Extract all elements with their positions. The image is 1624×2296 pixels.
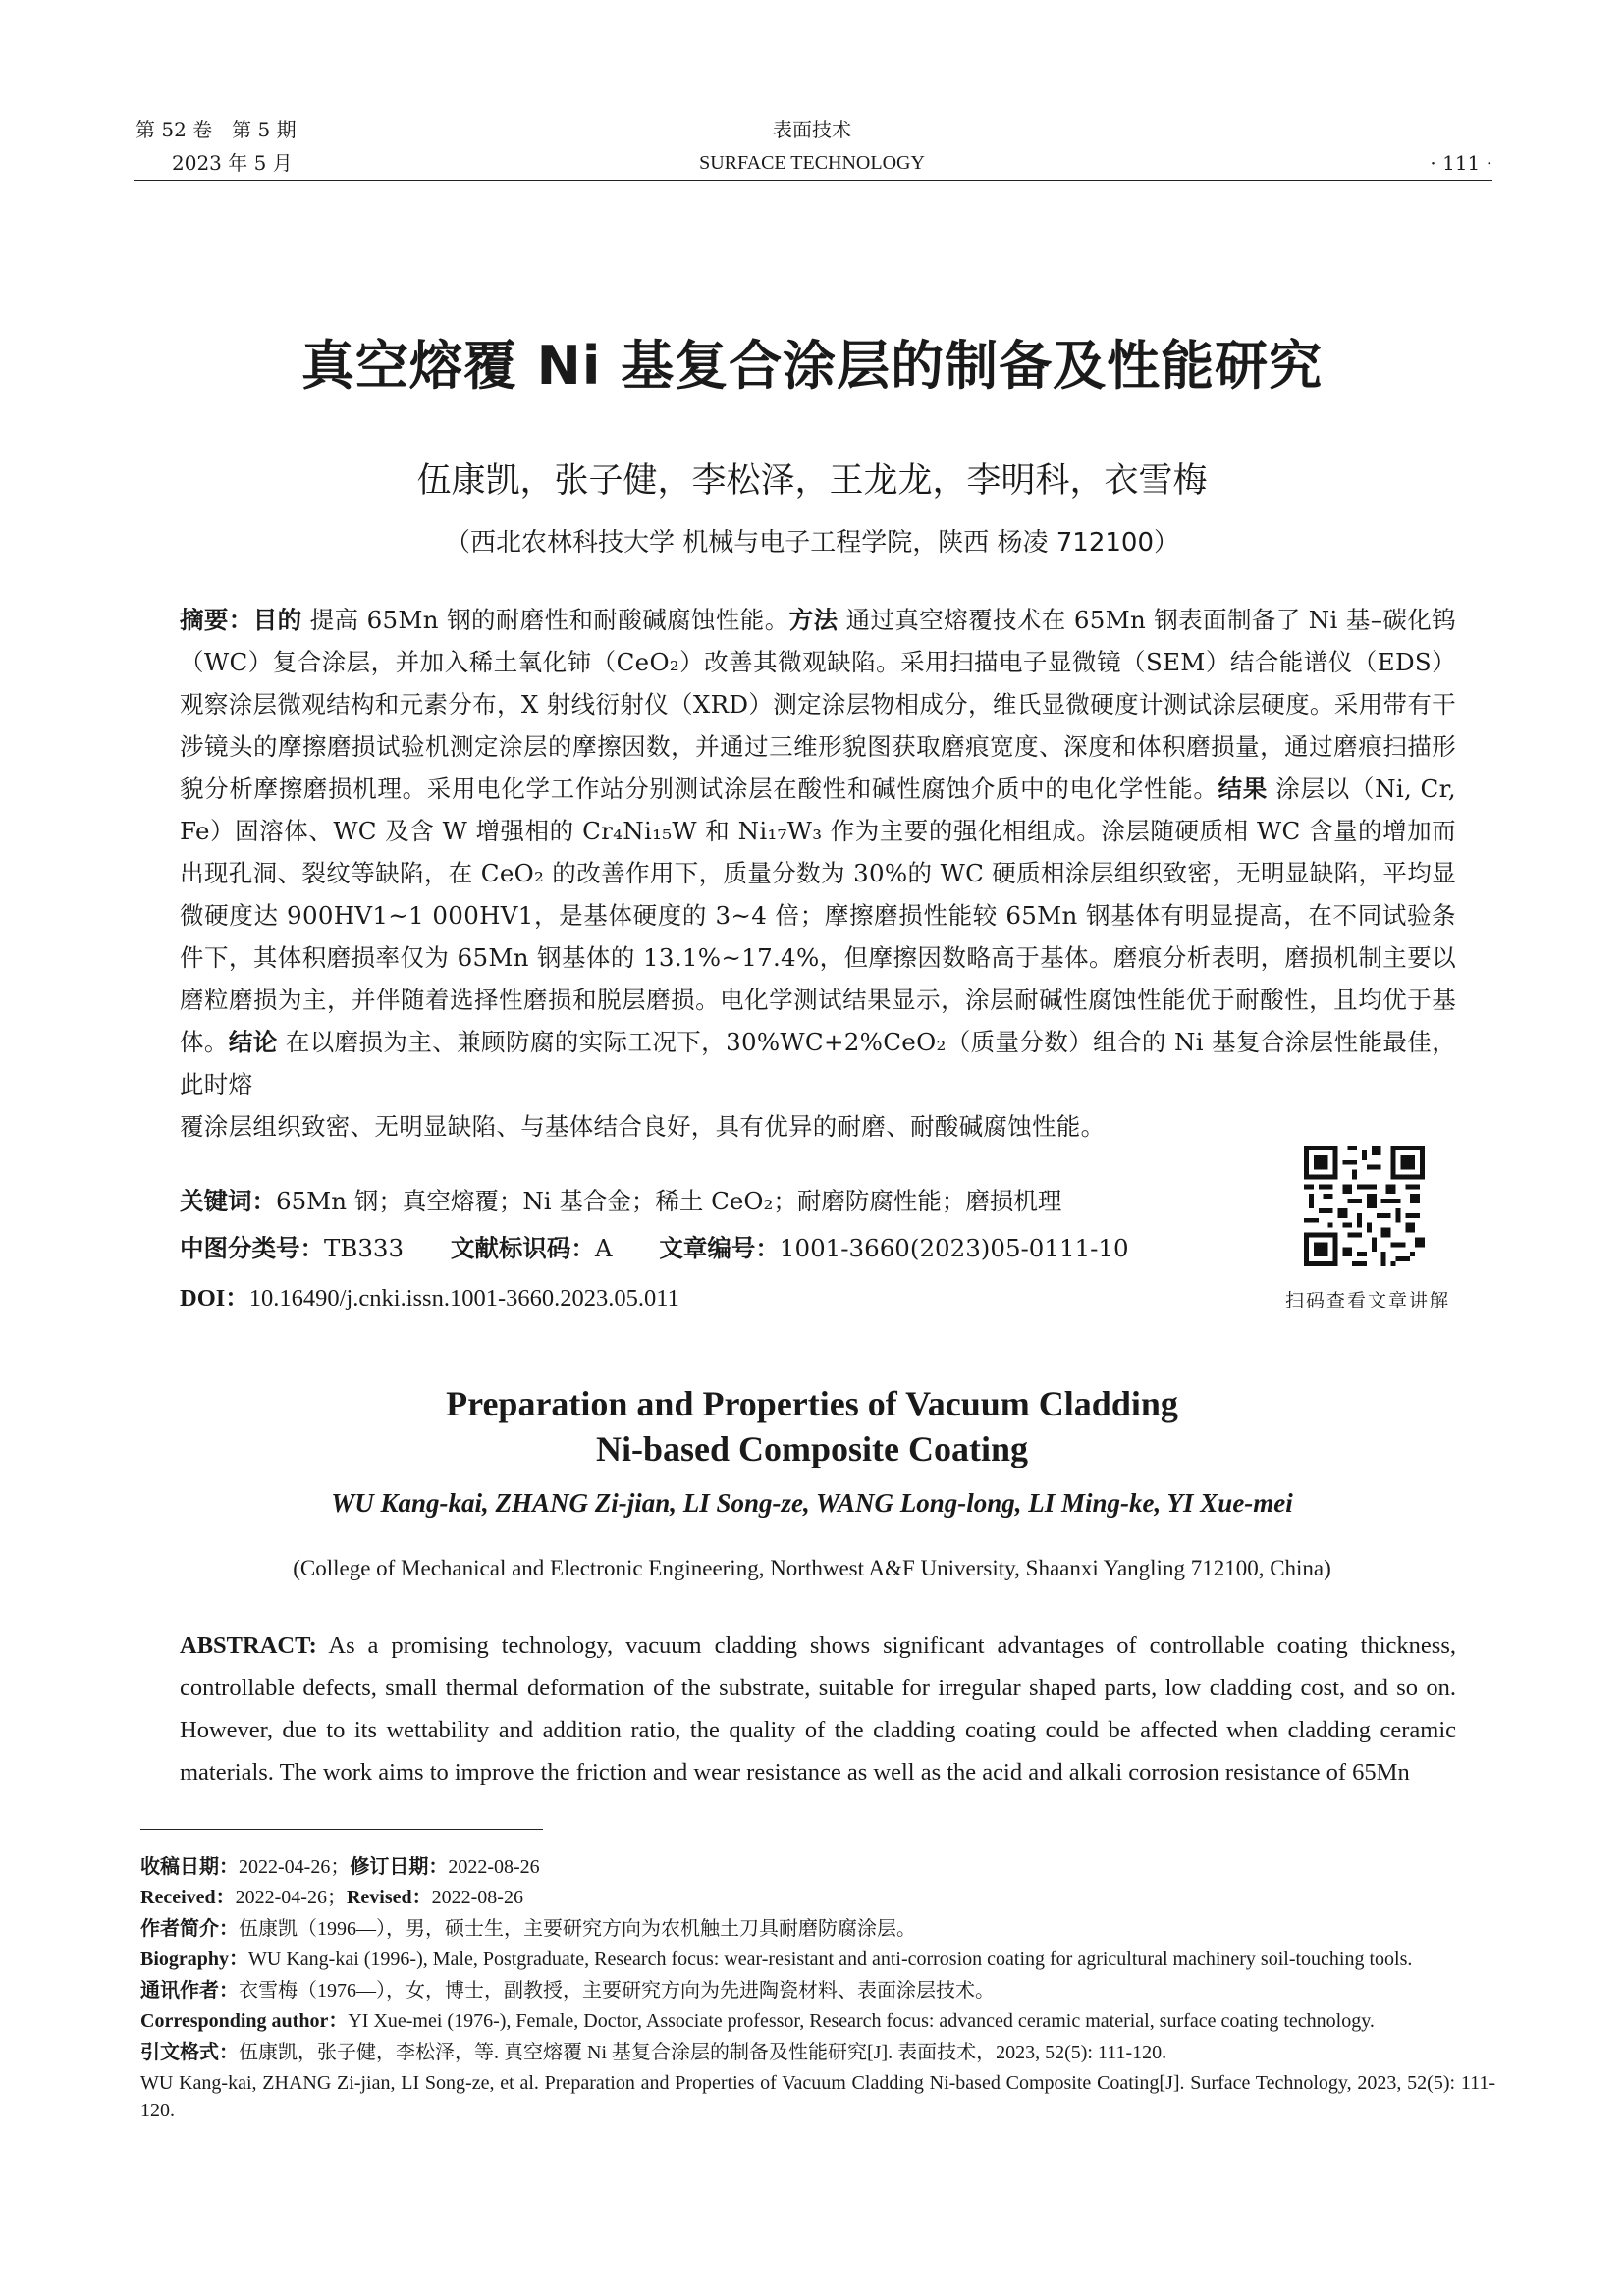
qr-code-icon[interactable]	[1304, 1146, 1425, 1266]
clc-value: TB333	[324, 1234, 405, 1262]
header-rule	[134, 180, 1492, 181]
revised-cn-label: 修订日期：	[350, 1854, 449, 1878]
corr-cn-label: 通讯作者：	[140, 1978, 239, 2002]
biography	[140, 1946, 1495, 1973]
header-journal-cn: 表面技术	[773, 118, 851, 141]
conclusion-text: 在以磨损为主、兼顾防腐的实际工况下，30%WC+2%CeO₂（质量分数）组合的 Ni 基复合涂层性能最佳，此时熔	[180, 1028, 1456, 1098]
authors-cn: 伍康凯，张子健，李松泽，王龙龙，李明科，衣雪梅	[416, 461, 1208, 501]
author-intro-label: 作者简介：	[140, 1916, 239, 1940]
doc-code-value: A	[594, 1234, 613, 1262]
received-revised-en	[140, 1884, 1495, 1911]
doi-value: 10.16490/j.cnki.issn.1001-3660.2023.05.011	[248, 1285, 679, 1311]
citation-cn	[140, 2038, 1495, 2066]
corresponding-author-cn	[140, 1976, 1495, 2004]
conclusion-label: 结论	[228, 1028, 278, 1056]
header-page-number: · 111 ·	[1430, 151, 1492, 175]
clc-label: 中图分类号：	[180, 1234, 324, 1262]
abstract-en-label: ABSTRACT:	[180, 1632, 317, 1659]
received-cn-label: 收稿日期：	[140, 1854, 239, 1878]
affiliation-cn: （西北农林科技大学 机械与电子工程学院，陕西 杨凌 712100）	[444, 528, 1180, 558]
corr-en-text: YI Xue-mei (1976-), Female, Doctor, Associate professor, Research focus: advanced ceramic material, surface coating technology.	[348, 2010, 1375, 2032]
method-label: 方法	[788, 606, 839, 634]
corr-en-label: Corresponding author：	[140, 2010, 349, 2032]
abstract-cn	[180, 599, 1456, 1148]
affiliation-en: (College of Mechanical and Electronic Engineering, Northwest A&F University, Shaanxi Yangling 712100, China)	[293, 1556, 1331, 1580]
purpose-text: 提高 65Mn 钢的耐磨性和耐酸碱腐蚀性能。	[309, 606, 789, 634]
title-en-line-1: Preparation and Properties of Vacuum Cladding	[446, 1384, 1178, 1423]
abstract-cn-label: 摘要：	[180, 606, 253, 634]
purpose-label: 目的	[252, 606, 302, 634]
revised-en-label: Revised：	[346, 1887, 432, 1908]
article-number-value: 1001-3660(2023)05-0111-10	[779, 1234, 1129, 1262]
title-cn: 真空熔覆 Ni 基复合涂层的制备及性能研究	[300, 335, 1324, 397]
header-date: 2023 年 5 月	[172, 151, 293, 175]
result-label: 结果	[1218, 774, 1268, 803]
biography-label: Biography：	[140, 1949, 249, 1970]
received-revised-cn	[140, 1852, 1495, 1881]
cite-cn-text: 伍康凯，张子健，李松泽，等. 真空熔覆 Ni 基复合涂层的制备及性能研究[J]. 表面技术，2023, 52(5): 111-120.	[239, 2042, 1167, 2063]
keywords	[180, 1183, 1061, 1217]
title-en	[0, 1381, 1624, 1471]
method-text: 通过真空熔覆技术在 65Mn 钢表面制备了 Ni 基–碳化钨（WC）复合涂层，并加入稀土氧化铈（CeO₂）改善其微观缺陷。采用扫描电子显微镜（SEM）结合能谱仪（EDS）观察涂层微观结构和元素分布，X 射线衍射仪（XRD）测定涂层物相成分，维氏显微硬度计测试涂层硬度。采用带有干涉镜头的摩擦磨损试验机测定涂层的摩擦因数，并通过三维形貌图获取磨痕宽度、深度和体积磨损量，通过磨痕扫描形貌分析摩擦磨损机理。采用电化学工作站分别测试涂层在酸性和碱性腐蚀介质中的电化学性能。	[180, 606, 1456, 803]
classification	[180, 1230, 1129, 1264]
received-en-label: Received：	[140, 1887, 236, 1908]
title-en-line-2: Ni-based Composite Coating	[595, 1429, 1028, 1468]
header-volume-issue: 第 52 卷 第 5 期	[135, 118, 297, 141]
doi	[180, 1279, 679, 1313]
footnote-rule	[140, 1829, 543, 1830]
article-number-label: 文章编号：	[659, 1234, 780, 1262]
abstract-en-text: As a promising technology, vacuum cladding shows significant advantages of controllable coating thickness, controllable defects, small thermal deformation of the substrate, suitable for irregular shaped parts, low cladding cost, and so on. However, due to its wettability and addition ratio, the quality of the cladding coating could be affected when cladding ceramic materials. The work aims to improve the friction and wear resistance as well as the acid and alkali corrosion resistance of 65Mn	[180, 1632, 1456, 1786]
abstract-en	[180, 1625, 1456, 1793]
footnotes	[140, 1852, 1495, 2127]
citation-en: WU Kang-kai, ZHANG Zi-jian, LI Song-ze, et al. Preparation and Properties of Vacuum Cladding Ni-based Composite Coating[J]. Surface Technology, 2023, 52(5): 111-120.	[140, 2072, 1495, 2121]
keywords-value: 65Mn 钢；真空熔覆；Ni 基合金；稀土 CeO₂；耐磨防腐性能；磨损机理	[276, 1187, 1062, 1215]
qr-caption: 扫码查看文章讲解	[1284, 1290, 1450, 1311]
revised-en-value: 2022-08-26	[431, 1887, 523, 1908]
result-text: 涂层以（Ni, Cr, Fe）固溶体、WC 及含 W 增强相的 Cr₄Ni₁₅W 和 Ni₁₇W₃ 作为主要的强化相组成。涂层随硬质相 WC 含量的增加而出现孔洞、裂纹等缺陷，在 CeO₂ 的改善作用下，质量分数为 30%的 WC 硬质相涂层组织致密，无明显缺陷，平均显微硬度达 900HV1~1 000HV1，是基体硬度的 3~4 倍；摩擦磨损性能较 65Mn 钢基体有明显提高，在不同试验条件下，其体积磨损率仅为 65Mn 钢基体的 13.1%~17.4%，但摩擦因数略高于基体。磨痕分析表明，磨损机制主要以磨粒磨损为主，并伴随着选择性磨损和脱层磨损。电化学测试结果显示，涂层耐碱性腐蚀性能优于耐酸性，且均优于基体。	[180, 774, 1456, 1056]
biography-text: WU Kang-kai (1996-), Male, Postgraduate, Research focus: wear-resistant and anti-corrosion coating for agricultural machinery soil-touching tools.	[248, 1949, 1413, 1970]
header-journal-en: SURFACE TECHNOLOGY	[699, 152, 925, 174]
corresponding-author-en	[140, 2007, 1495, 2035]
revised-cn-value: 2022-08-26	[448, 1856, 540, 1878]
conclusion-text-end: 覆涂层组织致密、无明显缺陷、与基体结合良好，具有优异的耐磨、耐酸碱腐蚀性能。	[180, 1112, 1106, 1141]
author-intro	[140, 1914, 1495, 1943]
received-cn-value: 2022-04-26；	[239, 1856, 351, 1878]
doc-code-label: 文献标识码：	[450, 1234, 595, 1262]
doi-label: DOI：	[180, 1285, 249, 1311]
cite-cn-label: 引文格式：	[140, 2040, 239, 2063]
authors-en: WU Kang-kai, ZHANG Zi-jian, LI Song-ze, WANG Long-long, LI Ming-ke, YI Xue-mei	[331, 1488, 1293, 1518]
keywords-label: 关键词：	[180, 1187, 276, 1215]
corr-cn-text: 衣雪梅（1976—），女，博士，副教授，主要研究方向为先进陶瓷材料、表面涂层技术。	[239, 1980, 995, 2002]
received-en-value: 2022-04-26；	[235, 1887, 347, 1908]
author-intro-text: 伍康凯（1996—），男，硕士生，主要研究方向为农机触土刀具耐磨防腐涂层。	[239, 1918, 916, 1940]
